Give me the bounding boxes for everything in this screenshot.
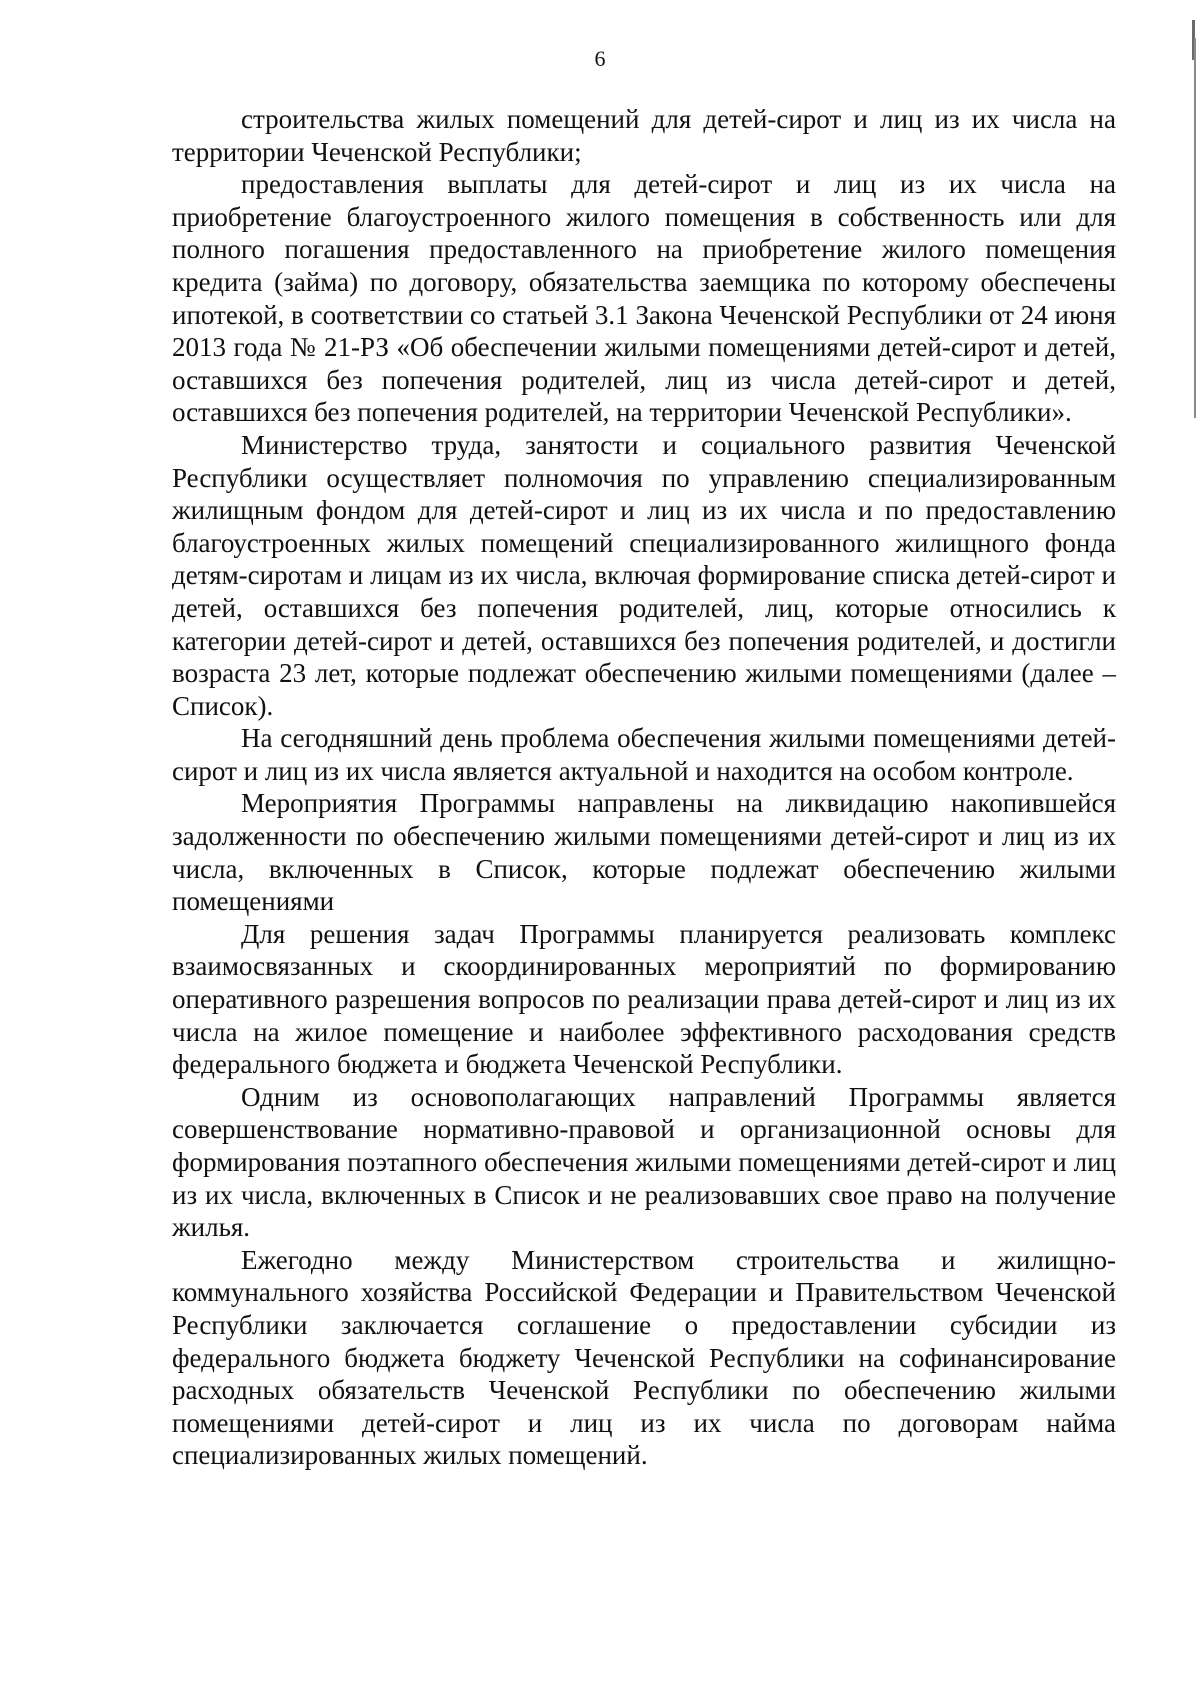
paragraph: Для решения задач Программы планируется реализовать комплекс взаимосвязанных и скоординированных мероприятий по формированию оперативного разрешения вопросов по реализации права детей-сирот и лиц из их числа на жилое помещение и наиболее эффективного расходования средств федерального бюджета и бюджета Чеченской Республики.: [172, 918, 1116, 1080]
paragraph: предоставления выплаты для детей-сирот и лиц из их числа на приобретение благоустроенного жилого помещения в собственность или для полного погашения предоставленного на приобретение жилого помещения кредита (займа) по договору, обязательства заемщика по которому обеспечены ипотекой, в соответствии со статьей 3.1 Закона Чеченской Республики от 24 июня 2013 года № 21-РЗ «Об обеспечении жилыми помещениями детей-сирот и детей, оставшихся без попечения родителей, лиц из числа детей-сирот и детей, оставшихся без попечения родителей, на территории Чеченской Республики».: [172, 169, 1116, 428]
document-body: [172, 103, 1116, 1472]
paragraph: Ежегодно между Министерством строительства и жилищно-коммунального хозяйства Российской Федерации и Правительством Чеченской Республики заключается соглашение о предоставлении субсидии из федерального бюджета бюджету Чеченской Республики на софинансирование расходных обязательств Чеченской Республики по обеспечению жилыми помещениями детей-сирот и лиц из их числа по договорам найма специализированных жилых помещений.: [172, 1244, 1116, 1471]
paragraph: строительства жилых помещений для детей-сирот и лиц из их числа на территории Чеченской Республики;: [172, 104, 1116, 167]
paragraph: Министерство труда, занятости и социального развития Чеченской Республики осуществляет полномочия по управлению специализированным жилищным фондом для детей-сирот и лиц из их числа и по предоставлению благоустроенных жилых помещений специализированного жилищного фонда детям-сиротам и лицам из их числа, включая формирование списка детей-сирот и детей, оставшихся без попечения родителей, лиц, которые относились к категории детей-сирот и детей, оставшихся без попечения родителей, и достигли возраста 23 лет, которые подлежат обеспечению жилыми помещениями (далее – Список).: [172, 429, 1116, 721]
scan-edge-line: [1194, 38, 1196, 418]
paragraph: Мероприятия Программы направлены на ликвидацию накопившейся задолженности по обеспечению жилыми помещениями детей-сирот и лиц из их числа, включенных в Список, которые подлежат обеспечению жилыми помещениями: [172, 788, 1116, 917]
page-number: 6: [594, 46, 606, 71]
paragraph: На сегодняшний день проблема обеспечения жилыми помещениями детей-сирот и лиц из их числа является актуальной и находится на особом контроле.: [172, 723, 1116, 786]
paragraph: Одним из основополагающих направлений Программы является совершенствование нормативно-правовой и организационной основы для формирования поэтапного обеспечения жилыми помещениями детей-сирот и лиц из их числа, включенных в Список и не реализовавших свое право на получение жилья.: [172, 1081, 1116, 1243]
